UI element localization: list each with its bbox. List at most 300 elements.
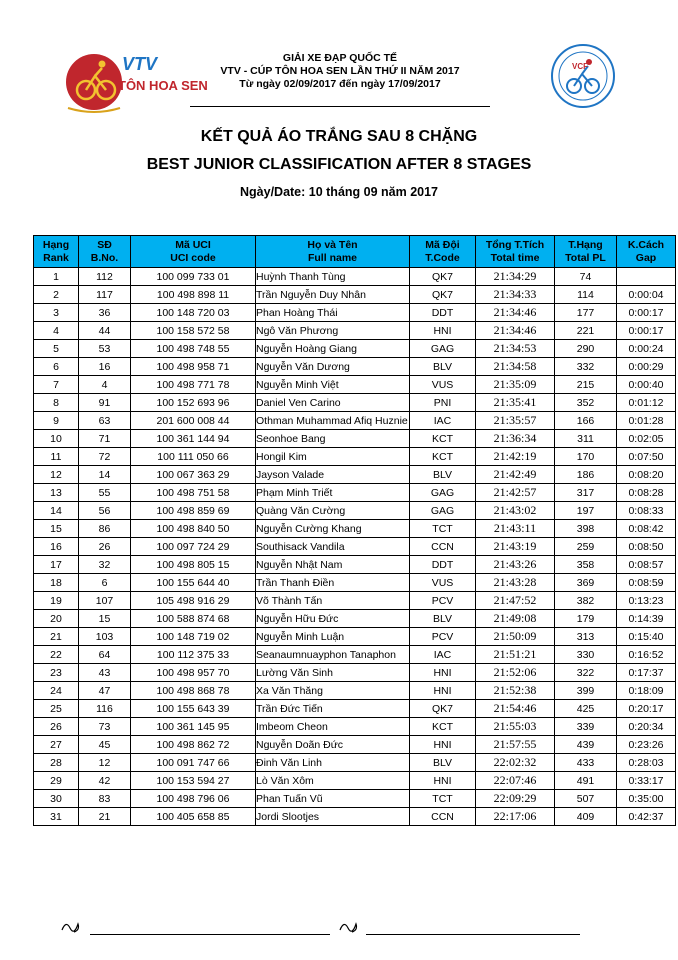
table-row [34,610,676,628]
signature-icon [338,916,362,936]
cell-bib: 26 [79,538,131,556]
table-row [34,790,676,808]
title-vietnamese: KẾT QUẢ ÁO TRẮNG SAU 8 CHẶNG [200,128,478,145]
cell-rank: 15 [34,520,79,538]
cell-gap: 0:01:28 [617,412,676,430]
cell-team-code: HNI [410,772,476,790]
table-row [34,520,676,538]
cell-total-pl: 215 [555,376,617,394]
cell-full-name: Othman Muhammad Afiq Huznie [256,412,410,430]
cell-total-time: 22:07:46 [476,772,555,790]
cell-total-time: 21:43:28 [476,574,555,592]
cell-gap: 0:00:17 [617,304,676,322]
cell-total-time: 21:42:57 [476,484,555,502]
cell-gap: 0:16:52 [617,646,676,664]
cell-total-time: 21:34:46 [476,304,555,322]
cell-total-time: 21:43:26 [476,556,555,574]
cell-total-time: 21:51:21 [476,646,555,664]
cell-team-code: HNI [410,322,476,340]
cell-uci-code: 105 498 916 29 [131,592,256,610]
table-row [34,592,676,610]
cell-bib: 64 [79,646,131,664]
cell-gap: 0:35:00 [617,790,676,808]
cell-rank: 16 [34,538,79,556]
cell-rank: 13 [34,484,79,502]
cell-total-time: 21:43:11 [476,520,555,538]
cell-total-pl: 179 [555,610,617,628]
cell-total-time: 21:47:52 [476,592,555,610]
header-label-en: Rank [43,252,69,264]
cell-bib: 116 [79,700,131,718]
cell-team-code: PCV [410,592,476,610]
cell-full-name: Võ Thành Tấn [256,592,410,610]
cell-full-name: Lường Văn Sinh [256,664,410,682]
cell-rank: 11 [34,448,79,466]
cell-bib: 6 [79,574,131,592]
header-rank [34,236,79,268]
cell-bib: 71 [79,430,131,448]
header-team-code [410,236,476,268]
hoa-sen-logo-text: TÔN HOA SEN [118,78,208,93]
header-label-vi: K.Cách [627,239,665,251]
cell-gap: 0:20:17 [617,700,676,718]
cell-team-code: QK7 [410,286,476,304]
cell-full-name: Seanaumnuayphon Tanaphon [256,646,410,664]
table-row [34,340,676,358]
cell-gap: 0:20:34 [617,718,676,736]
signature-mark-right [338,916,362,936]
table-row [34,718,676,736]
cell-total-time: 21:34:33 [476,286,555,304]
cell-total-pl: 259 [555,538,617,556]
header-bib [79,236,131,268]
cell-uci-code: 100 112 375 33 [131,646,256,664]
cell-uci-code: 201 600 008 44 [131,412,256,430]
cell-full-name: Trần Thanh Điền [256,574,410,592]
table-row [34,754,676,772]
cell-full-name: Quàng Văn Cường [256,502,410,520]
cell-uci-code: 100 091 747 66 [131,754,256,772]
cell-bib: 117 [79,286,131,304]
cell-gap: 0:08:28 [617,484,676,502]
cell-team-code: HNI [410,736,476,754]
cell-uci-code: 100 498 840 50 [131,520,256,538]
cell-uci-code: 100 148 720 03 [131,304,256,322]
cell-bib: 16 [79,358,131,376]
cell-bib: 32 [79,556,131,574]
cell-gap: 0:00:40 [617,376,676,394]
cell-rank: 3 [34,304,79,322]
table-row [34,322,676,340]
cell-bib: 55 [79,484,131,502]
cell-total-time: 21:34:29 [476,268,555,286]
cell-total-pl: 332 [555,358,617,376]
cell-total-time: 21:52:06 [476,664,555,682]
cell-rank: 17 [34,556,79,574]
cell-bib: 86 [79,520,131,538]
header-label-vi: Tổng T.Tích [485,239,545,251]
cell-gap: 0:08:59 [617,574,676,592]
cell-full-name: Nguyễn Hoàng Giang [256,340,410,358]
cell-total-pl: 369 [555,574,617,592]
table-row [34,664,676,682]
cell-total-pl: 313 [555,628,617,646]
table-row [34,700,676,718]
cell-bib: 83 [79,790,131,808]
cell-gap: 0:14:39 [617,610,676,628]
cell-rank: 20 [34,610,79,628]
cell-team-code: TCT [410,520,476,538]
header-row [34,236,676,268]
table-row [34,736,676,754]
cell-total-time: 21:43:02 [476,502,555,520]
cell-total-time: 21:49:08 [476,610,555,628]
cell-rank: 31 [34,808,79,826]
cell-total-time: 22:09:29 [476,790,555,808]
cell-gap: 0:08:57 [617,556,676,574]
cell-total-time: 21:35:09 [476,376,555,394]
vcf-emblem-icon [548,40,618,112]
cell-bib: 14 [79,466,131,484]
cell-total-pl: 398 [555,520,617,538]
cell-full-name: Trần Đức Tiến [256,700,410,718]
cell-total-pl: 330 [555,646,617,664]
cell-team-code: BLV [410,610,476,628]
cell-bib: 15 [79,610,131,628]
cell-gap: 0:08:33 [617,502,676,520]
cell-total-pl: 170 [555,448,617,466]
cell-team-code: BLV [410,358,476,376]
cell-team-code: QK7 [410,700,476,718]
cell-full-name: Nguyễn Minh Việt [256,376,410,394]
cell-gap: 0:08:42 [617,520,676,538]
cell-full-name: Hongil Kim [256,448,410,466]
header-total-time [476,236,555,268]
cell-total-time: 21:35:41 [476,394,555,412]
cell-rank: 19 [34,592,79,610]
cell-team-code: IAC [410,412,476,430]
cell-full-name: Nguyễn Hữu Đức [256,610,410,628]
signature-line-right [366,934,580,935]
cell-rank: 24 [34,682,79,700]
table-row [34,268,676,286]
cell-gap: 0:15:40 [617,628,676,646]
cell-team-code: GAG [410,502,476,520]
table-row [34,412,676,430]
cell-full-name: Trần Nguyễn Duy Nhân [256,286,410,304]
cell-gap: 0:08:50 [617,538,676,556]
cell-team-code: PCV [410,628,476,646]
table-row [34,772,676,790]
cell-full-name: Nguyễn Nhật Nam [256,556,410,574]
cell-team-code: PNI [410,394,476,412]
header-label-en: Full name [307,252,357,264]
cell-total-time: 21:57:55 [476,736,555,754]
cell-rank: 25 [34,700,79,718]
cell-team-code: BLV [410,754,476,772]
table-body [34,268,676,826]
cell-uci-code: 100 361 145 95 [131,718,256,736]
cell-rank: 5 [34,340,79,358]
cell-uci-code: 100 498 771 78 [131,376,256,394]
cell-full-name: Southisack Vandila [256,538,410,556]
cell-total-time: 21:54:46 [476,700,555,718]
header-total-pl [555,236,617,268]
table-row [34,538,676,556]
signature-line-left [90,934,330,935]
cell-team-code: KCT [410,718,476,736]
signature-icon [60,916,84,936]
cell-total-pl: 425 [555,700,617,718]
header-label-vi: Mã Đội [425,239,460,251]
table-row [34,430,676,448]
header-label-en: Total time [490,252,540,264]
header-full-name [256,236,410,268]
cell-bib: 42 [79,772,131,790]
cell-total-pl: 186 [555,466,617,484]
table-row [34,376,676,394]
cell-total-time: 21:52:38 [476,682,555,700]
cell-rank: 7 [34,376,79,394]
cell-full-name: Jordi Slootjes [256,808,410,826]
cell-full-name: Jayson Valade [256,466,410,484]
header-label-vi: T.Hạng [568,239,603,251]
cell-rank: 6 [34,358,79,376]
header-label-vi: SĐ [97,239,112,251]
cell-total-pl: 74 [555,268,617,286]
cell-rank: 10 [34,430,79,448]
cell-total-pl: 409 [555,808,617,826]
report-date: Ngày/Date: 10 tháng 09 năm 2017 [240,185,438,199]
header-label-vi: Mã UCI [175,239,211,251]
table-row [34,304,676,322]
header-line-3: Từ ngày 02/09/2017 đến ngày 17/09/2017 [239,78,441,90]
cell-team-code: DDT [410,304,476,322]
cell-uci-code: 100 498 805 15 [131,556,256,574]
table-row [34,394,676,412]
cell-team-code: CCN [410,808,476,826]
cell-rank: 29 [34,772,79,790]
cell-team-code: HNI [410,682,476,700]
cell-rank: 21 [34,628,79,646]
cell-bib: 21 [79,808,131,826]
cell-gap: 0:42:37 [617,808,676,826]
table-row [34,628,676,646]
cell-total-time: 21:34:53 [476,340,555,358]
cell-full-name: Huỳnh Thanh Tùng [256,268,410,286]
cell-total-time: 21:34:46 [476,322,555,340]
cell-full-name: Phan Tuấn Vũ [256,790,410,808]
cell-uci-code: 100 097 724 29 [131,538,256,556]
tournament-logo [62,38,208,120]
cell-total-pl: 439 [555,736,617,754]
header-gap [617,236,676,268]
cell-uci-code: 100 111 050 66 [131,448,256,466]
cell-bib: 112 [79,268,131,286]
title-english: BEST JUNIOR CLASSIFICATION AFTER 8 STAGES [146,156,532,173]
cell-total-pl: 322 [555,664,617,682]
cell-bib: 47 [79,682,131,700]
signature-mark-left [60,916,84,936]
cell-gap: 0:00:04 [617,286,676,304]
cell-full-name: Seonhoe Bang [256,430,410,448]
cell-bib: 107 [79,592,131,610]
table-row [34,682,676,700]
cell-gap: 0:33:17 [617,772,676,790]
cell-total-time: 21:42:49 [476,466,555,484]
cell-uci-code: 100 158 572 58 [131,322,256,340]
federation-logo [548,40,618,112]
cell-rank: 30 [34,790,79,808]
cell-team-code: KCT [410,448,476,466]
cell-full-name: Ngô Văn Phương [256,322,410,340]
cell-gap: 0:01:12 [617,394,676,412]
table-row [34,646,676,664]
cell-rank: 23 [34,664,79,682]
cell-total-pl: 166 [555,412,617,430]
cell-uci-code: 100 148 719 02 [131,628,256,646]
cell-rank: 9 [34,412,79,430]
cell-bib: 73 [79,718,131,736]
cell-rank: 8 [34,394,79,412]
header-line-1: GIẢI XE ĐẠP QUỐC TẾ [282,52,398,64]
cell-bib: 45 [79,736,131,754]
cell-team-code: GAG [410,484,476,502]
cell-gap: 0:00:17 [617,322,676,340]
table-row [34,808,676,826]
table-header [34,236,676,268]
cell-total-time: 21:36:34 [476,430,555,448]
cell-total-pl: 358 [555,556,617,574]
table-row [34,466,676,484]
cell-bib: 36 [79,304,131,322]
cell-full-name: Nguyễn Cường Khang [256,520,410,538]
cell-total-pl: 433 [555,754,617,772]
table-row [34,448,676,466]
cell-rank: 28 [34,754,79,772]
cell-uci-code: 100 498 859 69 [131,502,256,520]
cell-total-pl: 197 [555,502,617,520]
cell-uci-code: 100 405 658 85 [131,808,256,826]
cell-bib: 103 [79,628,131,646]
cell-bib: 63 [79,412,131,430]
cell-gap: 0:18:09 [617,682,676,700]
header-uci-code [131,236,256,268]
cell-uci-code: 100 153 594 27 [131,772,256,790]
cell-total-time: 22:02:32 [476,754,555,772]
cell-uci-code: 100 588 874 68 [131,610,256,628]
cell-rank: 27 [34,736,79,754]
cell-total-pl: 221 [555,322,617,340]
cell-total-time: 21:43:19 [476,538,555,556]
cell-gap: 0:28:03 [617,754,676,772]
header-divider [190,106,490,107]
cell-team-code: IAC [410,646,476,664]
cell-bib: 44 [79,322,131,340]
cell-uci-code: 100 498 898 11 [131,286,256,304]
cell-rank: 4 [34,322,79,340]
cell-gap: 0:07:50 [617,448,676,466]
cell-bib: 91 [79,394,131,412]
cell-bib: 56 [79,502,131,520]
cell-full-name: Phạm Minh Triết [256,484,410,502]
cell-bib: 53 [79,340,131,358]
cell-gap: 0:00:29 [617,358,676,376]
cell-team-code: GAG [410,340,476,358]
cell-total-pl: 507 [555,790,617,808]
table-row [34,574,676,592]
cell-total-pl: 399 [555,682,617,700]
cell-uci-code: 100 498 748 55 [131,340,256,358]
table-row [34,484,676,502]
cell-uci-code: 100 498 751 58 [131,484,256,502]
cell-total-time: 21:42:19 [476,448,555,466]
cell-gap [617,268,676,286]
cell-total-time: 21:55:03 [476,718,555,736]
cell-uci-code: 100 361 144 94 [131,430,256,448]
cell-gap: 0:00:24 [617,340,676,358]
cell-team-code: HNI [410,664,476,682]
cell-uci-code: 100 155 643 39 [131,700,256,718]
cell-team-code: QK7 [410,268,476,286]
cell-total-time: 21:50:09 [476,628,555,646]
cell-gap: 0:02:05 [617,430,676,448]
cell-full-name: Đinh Văn Linh [256,754,410,772]
cell-total-time: 21:34:58 [476,358,555,376]
cell-team-code: VUS [410,574,476,592]
cell-full-name: Phan Hoàng Thái [256,304,410,322]
results-table [33,235,676,826]
cell-gap: 0:13:23 [617,592,676,610]
header-label-en: Gap [635,252,657,264]
cell-total-pl: 317 [555,484,617,502]
cell-gap: 0:23:26 [617,736,676,754]
cell-total-pl: 114 [555,286,617,304]
cell-total-pl: 311 [555,430,617,448]
cell-uci-code: 100 067 363 29 [131,466,256,484]
header-label-vi: Hạng [42,239,70,251]
cell-bib: 43 [79,664,131,682]
cell-total-pl: 290 [555,340,617,358]
cell-total-pl: 382 [555,592,617,610]
header-label-vi: Họ và Tên [307,239,358,251]
cell-total-pl: 177 [555,304,617,322]
cell-full-name: Xa Văn Thăng [256,682,410,700]
header-label-en: UCI code [170,252,216,264]
cell-team-code: KCT [410,430,476,448]
table-row [34,502,676,520]
cell-team-code: VUS [410,376,476,394]
cell-full-name: Imbeom Cheon [256,718,410,736]
cell-rank: 26 [34,718,79,736]
cell-bib: 12 [79,754,131,772]
cell-uci-code: 100 155 644 40 [131,574,256,592]
header-line-2: VTV - CÚP TÔN HOA SEN LẦN THỨ II NĂM 2017 [220,65,460,77]
cell-rank: 22 [34,646,79,664]
cell-team-code: TCT [410,790,476,808]
table-row [34,358,676,376]
cell-total-pl: 352 [555,394,617,412]
cell-full-name: Daniel Ven Carino [256,394,410,412]
cell-full-name: Nguyễn Văn Dương [256,358,410,376]
cell-total-pl: 339 [555,718,617,736]
cell-bib: 4 [79,376,131,394]
cell-total-pl: 491 [555,772,617,790]
table-row [34,556,676,574]
cell-bib: 72 [79,448,131,466]
cell-uci-code: 100 152 693 96 [131,394,256,412]
cell-full-name: Lò Văn Xôm [256,772,410,790]
